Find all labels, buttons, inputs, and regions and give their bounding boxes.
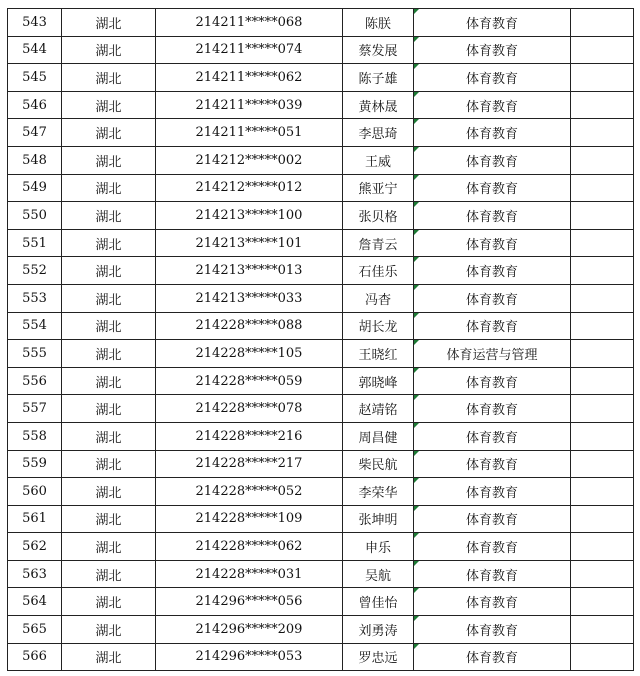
table-row <box>8 395 634 423</box>
cell-note <box>571 340 634 368</box>
admission-list-sheet <box>7 8 634 671</box>
table-row <box>8 533 634 561</box>
table-row <box>8 422 634 450</box>
cell-id: 214228*****059 <box>156 367 343 395</box>
cell-name: 黄林晟 <box>343 91 414 119</box>
cell-province: 湖北 <box>62 119 156 147</box>
cell-id: 214212*****002 <box>156 146 343 174</box>
cell-note <box>571 588 634 616</box>
cell-note <box>571 229 634 257</box>
cell-name: 张贝格 <box>343 202 414 230</box>
cell-note <box>571 9 634 37</box>
table-row <box>8 367 634 395</box>
cell-province: 湖北 <box>62 367 156 395</box>
table-row <box>8 450 634 478</box>
cell-province: 湖北 <box>62 533 156 561</box>
cell-province: 湖北 <box>62 616 156 644</box>
cell-province: 湖北 <box>62 146 156 174</box>
cell-id: 214211*****039 <box>156 91 343 119</box>
cell-name: 李荣华 <box>343 478 414 506</box>
cell-id: 214228*****217 <box>156 450 343 478</box>
cell-id: 214228*****062 <box>156 533 343 561</box>
cell-note <box>571 616 634 644</box>
cell-number: 547 <box>8 119 62 147</box>
cell-id: 214211*****062 <box>156 64 343 92</box>
cell-number: 548 <box>8 146 62 174</box>
table-row <box>8 588 634 616</box>
cell-note <box>571 257 634 285</box>
cell-note <box>571 119 634 147</box>
cell-name: 吴航 <box>343 560 414 588</box>
cell-number: 561 <box>8 505 62 533</box>
cell-number: 543 <box>8 9 62 37</box>
cell-province: 湖北 <box>62 588 156 616</box>
cell-major: 体育教育 <box>414 257 571 285</box>
table-row <box>8 478 634 506</box>
cell-number: 559 <box>8 450 62 478</box>
cell-name: 熊亚宁 <box>343 174 414 202</box>
cell-id: 214211*****051 <box>156 119 343 147</box>
cell-number: 544 <box>8 36 62 64</box>
cell-id: 214228*****216 <box>156 422 343 450</box>
cell-name: 申乐 <box>343 533 414 561</box>
cell-id: 214213*****033 <box>156 284 343 312</box>
cell-major: 体育教育 <box>414 284 571 312</box>
admission-table <box>7 8 634 671</box>
cell-number: 557 <box>8 395 62 423</box>
cell-name: 曾佳怡 <box>343 588 414 616</box>
cell-province: 湖北 <box>62 9 156 37</box>
table-row <box>8 36 634 64</box>
cell-id: 214228*****078 <box>156 395 343 423</box>
table-row <box>8 202 634 230</box>
table-row <box>8 9 634 37</box>
table-row <box>8 505 634 533</box>
cell-number: 549 <box>8 174 62 202</box>
cell-province: 湖北 <box>62 450 156 478</box>
cell-number: 545 <box>8 64 62 92</box>
cell-id: 214211*****068 <box>156 9 343 37</box>
cell-major: 体育教育 <box>414 450 571 478</box>
cell-major: 体育教育 <box>414 36 571 64</box>
cell-province: 湖北 <box>62 36 156 64</box>
cell-note <box>571 174 634 202</box>
cell-number: 546 <box>8 91 62 119</box>
cell-note <box>571 395 634 423</box>
cell-note <box>571 202 634 230</box>
cell-id: 214211*****074 <box>156 36 343 64</box>
cell-province: 湖北 <box>62 202 156 230</box>
cell-id: 214212*****012 <box>156 174 343 202</box>
cell-note <box>571 560 634 588</box>
cell-name: 王威 <box>343 146 414 174</box>
table-row <box>8 284 634 312</box>
cell-name: 冯杳 <box>343 284 414 312</box>
cell-name: 王晓红 <box>343 340 414 368</box>
cell-province: 湖北 <box>62 478 156 506</box>
table-row <box>8 340 634 368</box>
cell-major: 体育教育 <box>414 505 571 533</box>
cell-note <box>571 284 634 312</box>
table-body <box>8 9 634 671</box>
cell-name: 詹青云 <box>343 229 414 257</box>
cell-number: 562 <box>8 533 62 561</box>
table-row <box>8 119 634 147</box>
cell-note <box>571 146 634 174</box>
cell-number: 552 <box>8 257 62 285</box>
table-row <box>8 91 634 119</box>
cell-major: 体育教育 <box>414 478 571 506</box>
cell-number: 553 <box>8 284 62 312</box>
cell-id: 214213*****101 <box>156 229 343 257</box>
cell-number: 565 <box>8 616 62 644</box>
cell-province: 湖北 <box>62 643 156 671</box>
table-row <box>8 643 634 671</box>
cell-id: 214228*****105 <box>156 340 343 368</box>
cell-province: 湖北 <box>62 340 156 368</box>
cell-name: 胡长龙 <box>343 312 414 340</box>
cell-id: 214296*****056 <box>156 588 343 616</box>
cell-note <box>571 64 634 92</box>
cell-note <box>571 422 634 450</box>
cell-major: 体育教育 <box>414 643 571 671</box>
cell-province: 湖北 <box>62 312 156 340</box>
table-row <box>8 257 634 285</box>
cell-major: 体育运营与管理 <box>414 340 571 368</box>
table-row <box>8 64 634 92</box>
cell-number: 551 <box>8 229 62 257</box>
table-row <box>8 229 634 257</box>
cell-number: 555 <box>8 340 62 368</box>
cell-name: 柴民航 <box>343 450 414 478</box>
cell-province: 湖北 <box>62 229 156 257</box>
cell-number: 550 <box>8 202 62 230</box>
cell-name: 刘勇涛 <box>343 616 414 644</box>
cell-id: 214213*****100 <box>156 202 343 230</box>
cell-note <box>571 91 634 119</box>
cell-major: 体育教育 <box>414 312 571 340</box>
cell-major: 体育教育 <box>414 422 571 450</box>
cell-province: 湖北 <box>62 395 156 423</box>
cell-major: 体育教育 <box>414 588 571 616</box>
cell-province: 湖北 <box>62 505 156 533</box>
cell-province: 湖北 <box>62 174 156 202</box>
cell-id: 214228*****031 <box>156 560 343 588</box>
cell-province: 湖北 <box>62 91 156 119</box>
cell-note <box>571 36 634 64</box>
cell-province: 湖北 <box>62 284 156 312</box>
cell-province: 湖北 <box>62 560 156 588</box>
table-row <box>8 616 634 644</box>
cell-name: 蔡发展 <box>343 36 414 64</box>
cell-name: 周昌健 <box>343 422 414 450</box>
table-row <box>8 312 634 340</box>
cell-note <box>571 643 634 671</box>
table-row <box>8 560 634 588</box>
cell-id: 214213*****013 <box>156 257 343 285</box>
cell-major: 体育教育 <box>414 64 571 92</box>
cell-id: 214296*****053 <box>156 643 343 671</box>
cell-id: 214228*****088 <box>156 312 343 340</box>
cell-id: 214296*****209 <box>156 616 343 644</box>
table-row <box>8 174 634 202</box>
cell-number: 554 <box>8 312 62 340</box>
cell-note <box>571 478 634 506</box>
cell-number: 564 <box>8 588 62 616</box>
cell-major: 体育教育 <box>414 229 571 257</box>
cell-note <box>571 367 634 395</box>
cell-province: 湖北 <box>62 257 156 285</box>
cell-major: 体育教育 <box>414 119 571 147</box>
cell-name: 赵靖铭 <box>343 395 414 423</box>
cell-id: 214228*****109 <box>156 505 343 533</box>
cell-major: 体育教育 <box>414 616 571 644</box>
cell-note <box>571 505 634 533</box>
cell-major: 体育教育 <box>414 367 571 395</box>
cell-major: 体育教育 <box>414 533 571 561</box>
cell-major: 体育教育 <box>414 174 571 202</box>
cell-note <box>571 533 634 561</box>
cell-id: 214228*****052 <box>156 478 343 506</box>
cell-number: 563 <box>8 560 62 588</box>
cell-name: 罗忠远 <box>343 643 414 671</box>
cell-name: 郭晓峰 <box>343 367 414 395</box>
cell-major: 体育教育 <box>414 91 571 119</box>
table-row <box>8 146 634 174</box>
cell-province: 湖北 <box>62 64 156 92</box>
cell-name: 李思琦 <box>343 119 414 147</box>
cell-name: 石佳乐 <box>343 257 414 285</box>
cell-major: 体育教育 <box>414 395 571 423</box>
cell-major: 体育教育 <box>414 560 571 588</box>
cell-major: 体育教育 <box>414 9 571 37</box>
cell-note <box>571 450 634 478</box>
cell-number: 560 <box>8 478 62 506</box>
cell-name: 陈子雄 <box>343 64 414 92</box>
cell-major: 体育教育 <box>414 202 571 230</box>
cell-province: 湖北 <box>62 422 156 450</box>
cell-number: 566 <box>8 643 62 671</box>
cell-name: 陈朕 <box>343 9 414 37</box>
cell-number: 556 <box>8 367 62 395</box>
cell-major: 体育教育 <box>414 146 571 174</box>
cell-name: 张坤明 <box>343 505 414 533</box>
cell-number: 558 <box>8 422 62 450</box>
cell-note <box>571 312 634 340</box>
